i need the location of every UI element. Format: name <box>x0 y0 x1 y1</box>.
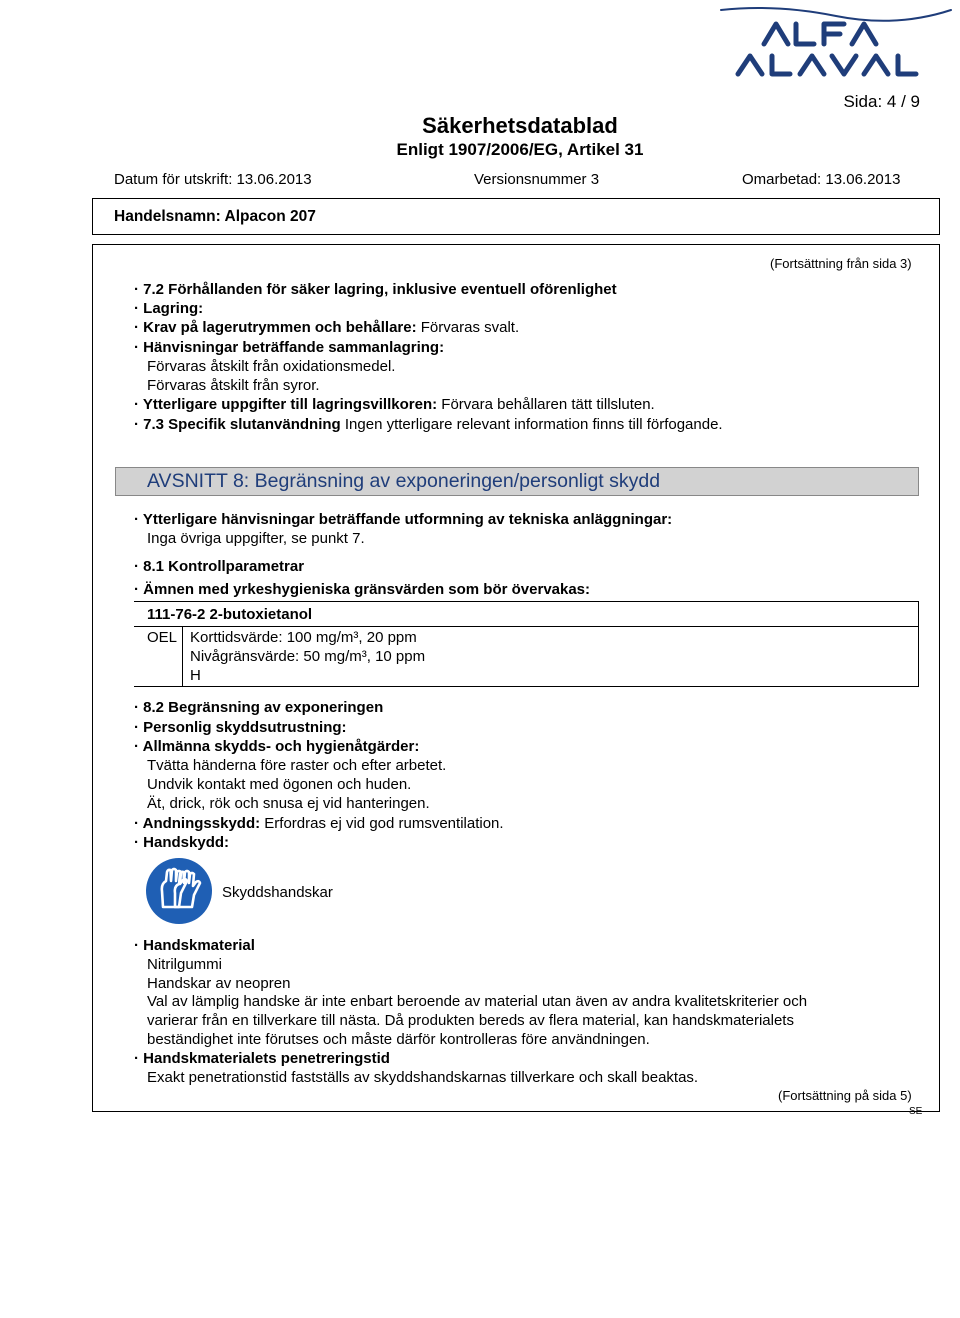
table-top-line <box>134 601 919 602</box>
table-col-divider <box>182 626 183 686</box>
compat-label: · Hänvisningar beträffande sammanlagring: <box>134 339 445 356</box>
continued-to: (Fortsättning på sida 5) <box>778 1088 912 1103</box>
revised-date: Omarbetad: 13.06.2013 <box>742 171 901 188</box>
respiratory <box>134 814 504 833</box>
table-bottom-line <box>134 686 919 687</box>
oel-line-1: Korttidsvärde: 100 mg/m³, 20 ppm <box>190 629 417 646</box>
material-label: · Handskmaterial <box>134 937 255 954</box>
glove-icon <box>145 857 213 925</box>
general-line-1: Tvätta händerna före raster och efter arbetet. <box>147 757 447 774</box>
end-use-value: Ingen ytterligare relevant information finns till förfogande. <box>340 416 723 433</box>
material-line-5: beständighet inte förutses och måste därför kontrolleras före användningen. <box>147 1031 650 1048</box>
penetration-label: · Handskmaterialets penetreringstid <box>134 1050 390 1067</box>
heading-8-1: · 8.1 Kontrollparametrar <box>134 558 305 575</box>
further-value: Förvara behållaren tätt tillsluten. <box>437 396 655 413</box>
general-line-3: Ät, drick, rök och snusa ej vid hanteringen. <box>147 795 430 812</box>
compat-line-2: Förvaras åtskilt från syror. <box>147 377 320 394</box>
hand-label: · Handskydd: <box>134 834 230 851</box>
oel-label: OEL <box>147 629 178 646</box>
ppe-label: · Personlig skyddsutrustning: <box>134 719 347 736</box>
table-mid-line <box>134 626 919 627</box>
storage-requirements <box>134 318 519 337</box>
material-line-4: varierar från en tillverkare till nästa. Då produkten bereds av flera material, kan handskmaterialets <box>147 1012 794 1029</box>
material-line-1: Nitrilgummi <box>147 956 222 973</box>
tech-label: · Ytterligare hänvisningar beträffande utformning av tekniska anläggningar: <box>134 511 673 528</box>
version-number: Versionsnummer 3 <box>474 171 600 188</box>
section-8-title: AVSNITT 8: Begränsning av exponeringen/personligt skydd <box>147 470 661 492</box>
resp-value: Erfordras ej vid god rumsventilation. <box>260 815 504 832</box>
specific-end-use <box>134 415 723 434</box>
material-line-2: Handskar av neopren <box>147 975 291 992</box>
material-line-3: Val av lämplig handske är inte enbart beroende av material utan även av andra kvalitetskriterier och <box>147 993 808 1010</box>
heading-7-3: · 7.3 Specifik slutanvändning <box>134 416 341 433</box>
trade-name: Handelsnamn: Alpacon 207 <box>114 208 316 225</box>
limits-label: · Ämnen med yrkeshygieniska gränsvärden som bör övervakas: <box>134 581 591 598</box>
glove-caption: Skyddshandskar <box>222 884 333 901</box>
document-subtitle: Enligt 1907/2006/EG, Artikel 31 <box>396 140 644 159</box>
heading-7-2: · 7.2 Förhållanden för säker lagring, inklusive eventuell oförenlighet <box>134 281 617 298</box>
oel-line-3: H <box>190 667 201 684</box>
penetration-value: Exakt penetrationstid fastställs av skyddshandskarnas tillverkare och skall beaktas. <box>147 1069 699 1086</box>
table-right-line <box>918 601 919 686</box>
further-info <box>134 395 655 414</box>
storage-req-label: · Krav på lagerutrymmen och behållare: <box>134 319 417 336</box>
storage-req-value: Förvaras svalt. <box>416 319 520 336</box>
page-number: Sida: 4 / 9 <box>843 92 920 111</box>
print-date: Datum för utskrift: 13.06.2013 <box>114 171 312 188</box>
substance-name: 111-76-2 2-butoxietanol <box>147 606 313 623</box>
resp-label: · Andningsskydd: <box>134 815 261 832</box>
document-title: Säkerhetsdatablad <box>422 113 618 138</box>
general-line-2: Undvik kontakt med ögonen och huden. <box>147 776 412 793</box>
general-label: · Allmänna skydds- och hygienåtgärder: <box>134 738 420 755</box>
oel-line-2: Nivågränsvärde: 50 mg/m³, 10 ppm <box>190 648 426 665</box>
storage-label: · Lagring: <box>134 300 204 317</box>
alfa-laval-logo <box>716 4 956 84</box>
heading-8-2: · 8.2 Begränsning av exponeringen <box>134 699 384 716</box>
tech-value: Inga övriga uppgifter, se punkt 7. <box>147 530 365 547</box>
continued-from: (Fortsättning från sida 3) <box>770 256 912 271</box>
language-code: SE <box>909 1106 923 1117</box>
further-label: · Ytterligare uppgifter till lagringsvillkoren: <box>134 396 438 413</box>
compat-line-1: Förvaras åtskilt från oxidationsmedel. <box>147 358 396 375</box>
